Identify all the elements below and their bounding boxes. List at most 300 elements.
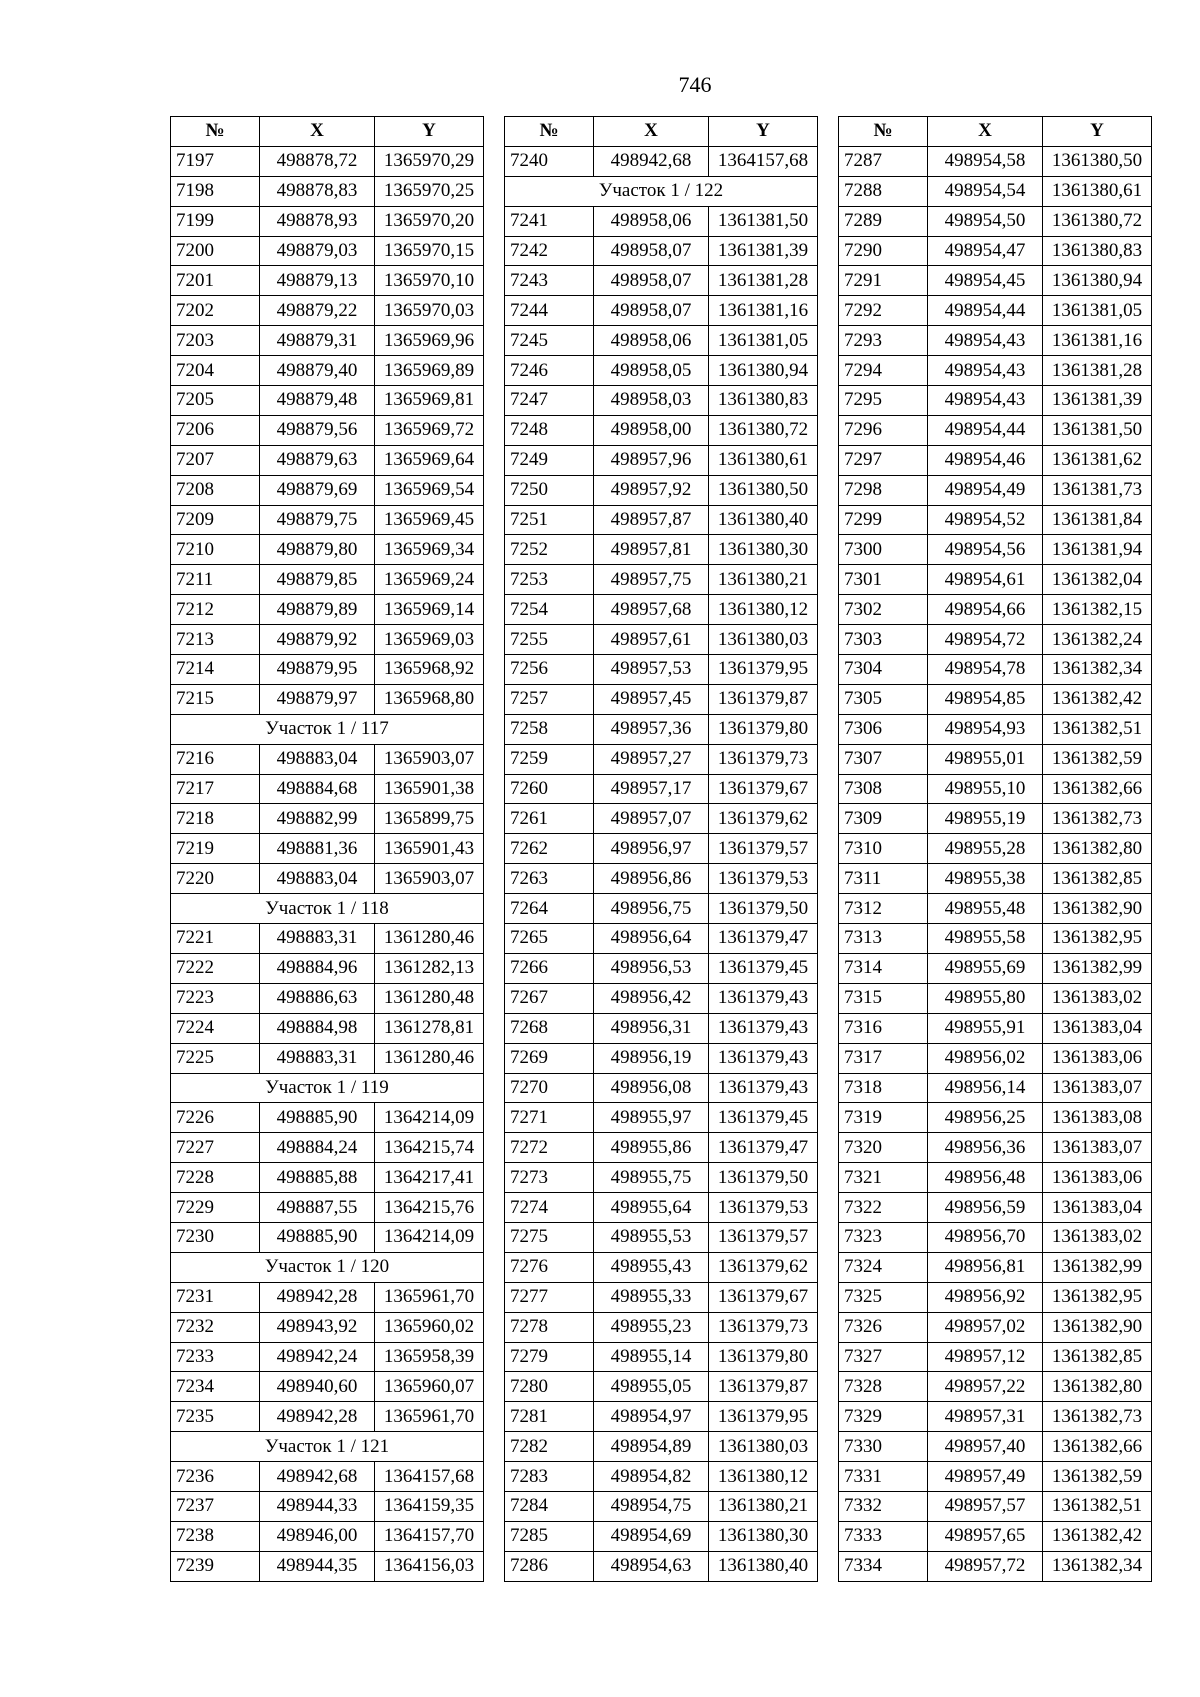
section-title: Участок 1 / 121	[171, 1432, 484, 1462]
section-row	[171, 894, 484, 924]
page-number: 746	[678, 72, 712, 97]
table-row	[839, 1342, 1152, 1372]
point-number: 7328	[839, 1372, 928, 1402]
table-row	[839, 1282, 1152, 1312]
y-coordinate: 1365969,81	[375, 386, 484, 416]
y-coordinate: 1361382,73	[1043, 1402, 1152, 1432]
table-row	[839, 595, 1152, 625]
point-number: 7258	[505, 714, 594, 744]
y-coordinate: 1361381,28	[709, 266, 818, 296]
point-number: 7239	[171, 1551, 260, 1581]
table-row	[505, 236, 818, 266]
header-x: X	[928, 117, 1043, 147]
point-number: 7206	[171, 415, 260, 445]
point-number: 7213	[171, 625, 260, 655]
y-coordinate: 1365970,25	[375, 176, 484, 206]
point-number: 7308	[839, 774, 928, 804]
x-coordinate: 498956,48	[928, 1163, 1043, 1193]
y-coordinate: 1361379,50	[709, 1163, 818, 1193]
x-coordinate: 498885,90	[260, 1103, 375, 1133]
x-coordinate: 498954,43	[928, 356, 1043, 386]
x-coordinate: 498957,72	[928, 1551, 1043, 1581]
table-row	[505, 146, 818, 176]
table-row	[171, 953, 484, 983]
y-coordinate: 1361380,83	[1043, 236, 1152, 266]
x-coordinate: 498954,69	[594, 1521, 709, 1551]
table-row	[171, 236, 484, 266]
y-coordinate: 1361379,47	[709, 1133, 818, 1163]
y-coordinate: 1365901,38	[375, 774, 484, 804]
point-number: 7292	[839, 296, 928, 326]
table-row	[171, 415, 484, 445]
y-coordinate: 1361379,43	[709, 1043, 818, 1073]
table-row	[505, 684, 818, 714]
x-coordinate: 498956,97	[594, 834, 709, 864]
table-row	[505, 774, 818, 804]
point-number: 7221	[171, 924, 260, 954]
table-row	[171, 1342, 484, 1372]
coordinates-table-left	[170, 116, 484, 1582]
x-coordinate: 498954,46	[928, 445, 1043, 475]
y-coordinate: 1361381,16	[709, 296, 818, 326]
table-row	[505, 415, 818, 445]
x-coordinate: 498879,22	[260, 296, 375, 326]
table-row	[505, 1312, 818, 1342]
y-coordinate: 1365969,64	[375, 445, 484, 475]
table-row	[839, 1073, 1152, 1103]
y-coordinate: 1365961,70	[375, 1282, 484, 1312]
y-coordinate: 1361382,85	[1043, 1342, 1152, 1372]
y-coordinate: 1361381,50	[1043, 415, 1152, 445]
x-coordinate: 498956,92	[928, 1282, 1043, 1312]
point-number: 7245	[505, 326, 594, 356]
y-coordinate: 1361379,43	[709, 1073, 818, 1103]
x-coordinate: 498955,28	[928, 834, 1043, 864]
point-number: 7256	[505, 655, 594, 685]
point-number: 7309	[839, 804, 928, 834]
x-coordinate: 498957,17	[594, 774, 709, 804]
table-row	[839, 1521, 1152, 1551]
point-number: 7321	[839, 1163, 928, 1193]
x-coordinate: 498957,02	[928, 1312, 1043, 1342]
y-coordinate: 1361382,66	[1043, 1432, 1152, 1462]
table-row	[171, 1193, 484, 1223]
table-row	[839, 1252, 1152, 1282]
x-coordinate: 498879,13	[260, 266, 375, 296]
point-number: 7304	[839, 655, 928, 685]
y-coordinate: 1361382,90	[1043, 1312, 1152, 1342]
point-number: 7243	[505, 266, 594, 296]
point-number: 7262	[505, 834, 594, 864]
x-coordinate: 498955,05	[594, 1372, 709, 1402]
point-number: 7274	[505, 1193, 594, 1223]
y-coordinate: 1361382,95	[1043, 1282, 1152, 1312]
y-coordinate: 1361278,81	[375, 1013, 484, 1043]
y-coordinate: 1364156,03	[375, 1551, 484, 1581]
x-coordinate: 498882,99	[260, 804, 375, 834]
table-row	[505, 445, 818, 475]
x-coordinate: 498954,97	[594, 1402, 709, 1432]
point-number: 7281	[505, 1402, 594, 1432]
y-coordinate: 1364214,09	[375, 1222, 484, 1252]
table-row	[839, 894, 1152, 924]
x-coordinate: 498957,75	[594, 565, 709, 595]
point-number: 7215	[171, 684, 260, 714]
table-row	[171, 1372, 484, 1402]
y-coordinate: 1361381,50	[709, 206, 818, 236]
x-coordinate: 498954,50	[928, 206, 1043, 236]
x-coordinate: 498958,00	[594, 415, 709, 445]
point-number: 7291	[839, 266, 928, 296]
y-coordinate: 1361380,72	[1043, 206, 1152, 236]
x-coordinate: 498958,06	[594, 206, 709, 236]
x-coordinate: 498957,36	[594, 714, 709, 744]
x-coordinate: 498955,69	[928, 953, 1043, 983]
y-coordinate: 1361383,06	[1043, 1163, 1152, 1193]
x-coordinate: 498944,33	[260, 1491, 375, 1521]
x-coordinate: 498954,66	[928, 595, 1043, 625]
y-coordinate: 1361382,90	[1043, 894, 1152, 924]
x-coordinate: 498883,31	[260, 924, 375, 954]
point-number: 7249	[505, 445, 594, 475]
point-number: 7199	[171, 206, 260, 236]
point-number: 7323	[839, 1222, 928, 1252]
point-number: 7242	[505, 236, 594, 266]
point-number: 7204	[171, 356, 260, 386]
y-coordinate: 1361383,04	[1043, 1193, 1152, 1223]
table-row	[505, 924, 818, 954]
point-number: 7272	[505, 1133, 594, 1163]
point-number: 7222	[171, 953, 260, 983]
y-coordinate: 1361379,87	[709, 684, 818, 714]
table-row	[839, 924, 1152, 954]
x-coordinate: 498955,19	[928, 804, 1043, 834]
header-x: X	[594, 117, 709, 147]
x-coordinate: 498879,95	[260, 655, 375, 685]
point-number: 7320	[839, 1133, 928, 1163]
point-number: 7312	[839, 894, 928, 924]
point-number: 7211	[171, 565, 260, 595]
point-number: 7322	[839, 1193, 928, 1223]
x-coordinate: 498955,75	[594, 1163, 709, 1193]
x-coordinate: 498956,75	[594, 894, 709, 924]
section-title: Участок 1 / 122	[505, 176, 818, 206]
y-coordinate: 1361381,28	[1043, 356, 1152, 386]
table-row	[839, 834, 1152, 864]
x-coordinate: 498954,75	[594, 1491, 709, 1521]
table-row	[171, 475, 484, 505]
table-row	[505, 864, 818, 894]
x-coordinate: 498955,43	[594, 1252, 709, 1282]
table-row	[505, 595, 818, 625]
point-number: 7294	[839, 356, 928, 386]
point-number: 7237	[171, 1491, 260, 1521]
x-coordinate: 498957,07	[594, 804, 709, 834]
table-row	[839, 684, 1152, 714]
x-coordinate: 498942,28	[260, 1282, 375, 1312]
table-row	[505, 625, 818, 655]
point-number: 7207	[171, 445, 260, 475]
y-coordinate: 1361382,24	[1043, 625, 1152, 655]
y-coordinate: 1365969,45	[375, 505, 484, 535]
table-row	[839, 714, 1152, 744]
x-coordinate: 498879,80	[260, 535, 375, 565]
x-coordinate: 498954,43	[928, 326, 1043, 356]
y-coordinate: 1365969,34	[375, 535, 484, 565]
y-coordinate: 1361381,05	[1043, 296, 1152, 326]
x-coordinate: 498956,64	[594, 924, 709, 954]
point-number: 7326	[839, 1312, 928, 1342]
y-coordinate: 1361379,53	[709, 1193, 818, 1223]
y-coordinate: 1361379,57	[709, 1222, 818, 1252]
y-coordinate: 1361383,07	[1043, 1133, 1152, 1163]
x-coordinate: 498954,52	[928, 505, 1043, 535]
point-number: 7233	[171, 1342, 260, 1372]
x-coordinate: 498885,88	[260, 1163, 375, 1193]
table-row	[839, 804, 1152, 834]
x-coordinate: 498956,25	[928, 1103, 1043, 1133]
x-coordinate: 498957,45	[594, 684, 709, 714]
table-row	[839, 744, 1152, 774]
y-coordinate: 1361379,45	[709, 1103, 818, 1133]
x-coordinate: 498956,59	[928, 1193, 1043, 1223]
x-coordinate: 498954,82	[594, 1462, 709, 1492]
point-number: 7230	[171, 1222, 260, 1252]
table-row	[505, 1372, 818, 1402]
table-row	[171, 625, 484, 655]
table-row	[839, 953, 1152, 983]
point-number: 7250	[505, 475, 594, 505]
header-y: Y	[709, 117, 818, 147]
table-body	[839, 146, 1152, 1581]
table-row	[839, 1402, 1152, 1432]
point-number: 7241	[505, 206, 594, 236]
y-coordinate: 1361382,85	[1043, 864, 1152, 894]
table-row	[171, 774, 484, 804]
y-coordinate: 1365969,54	[375, 475, 484, 505]
point-number: 7244	[505, 296, 594, 326]
y-coordinate: 1365969,89	[375, 356, 484, 386]
table-row	[839, 1043, 1152, 1073]
point-number: 7205	[171, 386, 260, 416]
table-row	[171, 595, 484, 625]
y-coordinate: 1361280,48	[375, 983, 484, 1013]
point-number: 7227	[171, 1133, 260, 1163]
x-coordinate: 498879,03	[260, 236, 375, 266]
table-row	[171, 744, 484, 774]
y-coordinate: 1361380,50	[709, 475, 818, 505]
coordinates-table-middle	[504, 116, 818, 1582]
table-row	[839, 1163, 1152, 1193]
point-number: 7271	[505, 1103, 594, 1133]
y-coordinate: 1361382,51	[1043, 714, 1152, 744]
table-row	[839, 864, 1152, 894]
header-number: №	[505, 117, 594, 147]
point-number: 7223	[171, 983, 260, 1013]
point-number: 7252	[505, 535, 594, 565]
x-coordinate: 498956,42	[594, 983, 709, 1013]
table-row	[839, 296, 1152, 326]
x-coordinate: 498955,91	[928, 1013, 1043, 1043]
x-coordinate: 498944,35	[260, 1551, 375, 1581]
y-coordinate: 1361382,59	[1043, 744, 1152, 774]
y-coordinate: 1361381,05	[709, 326, 818, 356]
x-coordinate: 498883,31	[260, 1043, 375, 1073]
x-coordinate: 498885,90	[260, 1222, 375, 1252]
table-row	[505, 1222, 818, 1252]
point-number: 7310	[839, 834, 928, 864]
y-coordinate: 1361379,95	[709, 1402, 818, 1432]
table-row	[171, 146, 484, 176]
y-coordinate: 1364217,41	[375, 1163, 484, 1193]
table-row	[171, 386, 484, 416]
x-coordinate: 498958,07	[594, 236, 709, 266]
point-number: 7236	[171, 1462, 260, 1492]
y-coordinate: 1361380,30	[709, 535, 818, 565]
y-coordinate: 1361382,99	[1043, 1252, 1152, 1282]
table-row	[171, 983, 484, 1013]
x-coordinate: 498879,69	[260, 475, 375, 505]
y-coordinate: 1361382,99	[1043, 953, 1152, 983]
point-number: 7265	[505, 924, 594, 954]
y-coordinate: 1361381,73	[1043, 475, 1152, 505]
point-number: 7306	[839, 714, 928, 744]
point-number: 7248	[505, 415, 594, 445]
y-coordinate: 1361282,13	[375, 953, 484, 983]
point-number: 7240	[505, 146, 594, 176]
y-coordinate: 1361383,08	[1043, 1103, 1152, 1133]
x-coordinate: 498955,86	[594, 1133, 709, 1163]
table-row	[839, 625, 1152, 655]
table-row	[505, 1282, 818, 1312]
y-coordinate: 1361379,45	[709, 953, 818, 983]
table-row	[505, 1402, 818, 1432]
x-coordinate: 498954,61	[928, 565, 1043, 595]
x-coordinate: 498955,33	[594, 1282, 709, 1312]
table-row	[171, 296, 484, 326]
point-number: 7229	[171, 1193, 260, 1223]
point-number: 7228	[171, 1163, 260, 1193]
table-row	[505, 1163, 818, 1193]
y-coordinate: 1361380,61	[709, 445, 818, 475]
table-row	[839, 475, 1152, 505]
x-coordinate: 498883,04	[260, 864, 375, 894]
y-coordinate: 1361381,94	[1043, 535, 1152, 565]
y-coordinate: 1361383,02	[1043, 1222, 1152, 1252]
y-coordinate: 1361383,02	[1043, 983, 1152, 1013]
y-coordinate: 1364157,70	[375, 1521, 484, 1551]
point-number: 7217	[171, 774, 260, 804]
point-number: 7331	[839, 1462, 928, 1492]
point-number: 7293	[839, 326, 928, 356]
x-coordinate: 498955,48	[928, 894, 1043, 924]
y-coordinate: 1361380,61	[1043, 176, 1152, 206]
y-coordinate: 1361379,57	[709, 834, 818, 864]
y-coordinate: 1361382,34	[1043, 1551, 1152, 1581]
y-coordinate: 1361382,80	[1043, 834, 1152, 864]
y-coordinate: 1361379,67	[709, 1282, 818, 1312]
section-title: Участок 1 / 119	[171, 1073, 484, 1103]
point-number: 7314	[839, 953, 928, 983]
x-coordinate: 498954,85	[928, 684, 1043, 714]
table-row	[505, 1432, 818, 1462]
point-number: 7303	[839, 625, 928, 655]
point-number: 7255	[505, 625, 594, 655]
x-coordinate: 498955,58	[928, 924, 1043, 954]
x-coordinate: 498942,68	[594, 146, 709, 176]
x-coordinate: 498879,75	[260, 505, 375, 535]
point-number: 7260	[505, 774, 594, 804]
point-number: 7212	[171, 595, 260, 625]
y-coordinate: 1361380,03	[709, 1432, 818, 1462]
table-row	[505, 1342, 818, 1372]
x-coordinate: 498879,48	[260, 386, 375, 416]
table-row	[505, 475, 818, 505]
y-coordinate: 1361383,07	[1043, 1073, 1152, 1103]
x-coordinate: 498956,08	[594, 1073, 709, 1103]
point-number: 7280	[505, 1372, 594, 1402]
x-coordinate: 498955,97	[594, 1103, 709, 1133]
point-number: 7334	[839, 1551, 928, 1581]
x-coordinate: 498955,53	[594, 1222, 709, 1252]
x-coordinate: 498954,56	[928, 535, 1043, 565]
table-body	[505, 146, 818, 1581]
y-coordinate: 1365901,43	[375, 834, 484, 864]
table-row	[171, 684, 484, 714]
table-row	[505, 266, 818, 296]
point-number: 7268	[505, 1013, 594, 1043]
x-coordinate: 498957,92	[594, 475, 709, 505]
y-coordinate: 1364157,68	[375, 1462, 484, 1492]
x-coordinate: 498958,06	[594, 326, 709, 356]
x-coordinate: 498879,97	[260, 684, 375, 714]
x-coordinate: 498955,80	[928, 983, 1043, 1013]
point-number: 7247	[505, 386, 594, 416]
x-coordinate: 498956,81	[928, 1252, 1043, 1282]
table-row	[505, 804, 818, 834]
table-row	[171, 326, 484, 356]
table-row	[505, 655, 818, 685]
table-row	[505, 1013, 818, 1043]
y-coordinate: 1361382,04	[1043, 565, 1152, 595]
y-coordinate: 1361380,21	[709, 1491, 818, 1521]
table-row	[839, 505, 1152, 535]
y-coordinate: 1361381,39	[709, 236, 818, 266]
point-number: 7246	[505, 356, 594, 386]
point-number: 7325	[839, 1282, 928, 1312]
y-coordinate: 1361380,50	[1043, 146, 1152, 176]
y-coordinate: 1361379,53	[709, 864, 818, 894]
x-coordinate: 498955,01	[928, 744, 1043, 774]
table-row	[839, 565, 1152, 595]
point-number: 7290	[839, 236, 928, 266]
y-coordinate: 1361380,40	[709, 1551, 818, 1581]
table-row	[505, 1521, 818, 1551]
point-number: 7225	[171, 1043, 260, 1073]
table-row	[839, 1222, 1152, 1252]
x-coordinate: 498942,24	[260, 1342, 375, 1372]
point-number: 7329	[839, 1402, 928, 1432]
y-coordinate: 1365969,24	[375, 565, 484, 595]
table-row	[839, 1372, 1152, 1402]
point-number: 7332	[839, 1491, 928, 1521]
table-row	[839, 386, 1152, 416]
point-number: 7313	[839, 924, 928, 954]
table-row	[839, 146, 1152, 176]
point-number: 7201	[171, 266, 260, 296]
point-number: 7299	[839, 505, 928, 535]
y-coordinate: 1361380,40	[709, 505, 818, 535]
